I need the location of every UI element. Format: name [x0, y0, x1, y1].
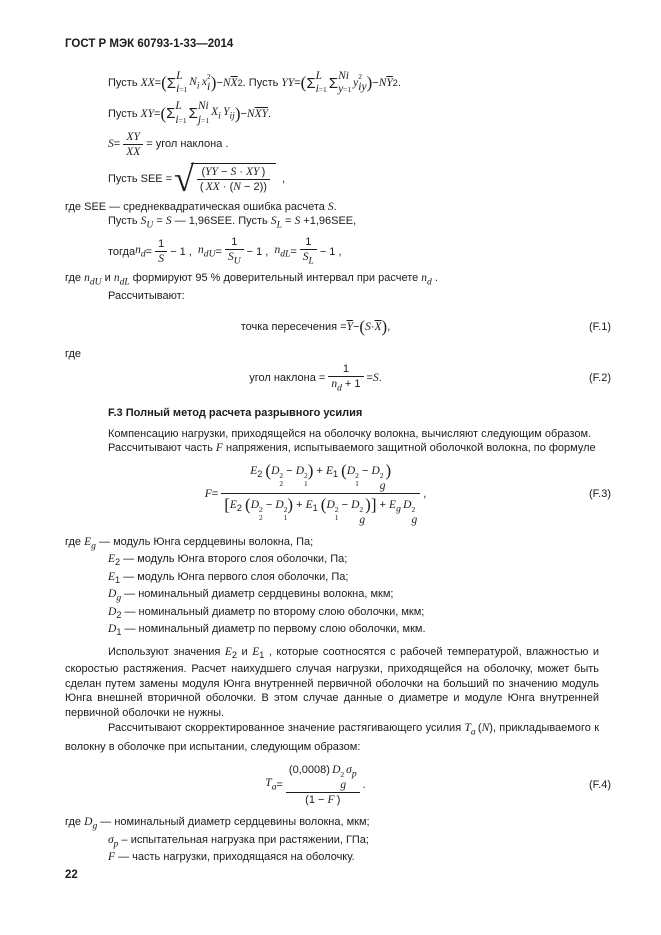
equation-f4	[65, 764, 611, 806]
deflist-f4-item: где $D_g$ — номинальный диаметр сердцевины волокна, мкм;	[65, 816, 370, 832]
para-calc-f: Рассчитывают часть F напряжения, испытываемого защитной оболочкой волокна, по формуле	[108, 442, 596, 455]
spacer	[0, 806, 661, 816]
text-where: где	[65, 347, 82, 360]
section-heading-f3: F.3 Полный метод расчета разрывного усилия	[108, 407, 363, 420]
para-use-values: Используют значения $E_2$ и $E_1$ , которые соотносятся с рабочей температурой, влажностью и скоростью растяжения. Расчет наихудшего случая нагрузки, приходящейся на оболочку, может быть сделан путем замены модуля Юнга внутренней первичной оболочки на больший по значению модуль Юнга внешней вторичной оболочки. В этом случае данные о диаметре и модуле Юнга внутренней первичной оболочки не нужны.	[65, 645, 599, 720]
page-number: 22	[65, 869, 78, 881]
text-let-su-sl: Пусть $S_U = S$ — 1,96SEE. Пусть $S_L = S +1,96SEE$,	[108, 215, 357, 231]
equation-f1-label: (F.1)	[589, 320, 611, 333]
formula-see-def: Пусть SEE = √ $\frac{(YY - S \cdot XY )}{( XX \cdot (N - 2))}$ ,	[108, 158, 286, 199]
document-header: ГОСТ Р МЭК 60793-1-33—2014	[65, 38, 234, 50]
para-corrected: Рассчитывают скорректированное значение растягивающего усилия $T_a$ (N), прикладываемого к волокну в оболочке при испытании, следующим образом:	[65, 721, 600, 753]
deflist-f3-item: $E_1$ — модуль Юнга первого слоя оболочки, Па;	[108, 570, 349, 586]
deflist-f4-item: $\sigma_p$ – испытательная нагрузка при растяжении, ГПа;	[108, 833, 369, 849]
document-body	[0, 66, 661, 865]
spacer	[0, 303, 661, 317]
spacer	[0, 754, 661, 764]
deflist-f3-item: где $E_g$ — модуль Юнга сердцевины волокна, Па;	[65, 535, 314, 552]
deflist-f3-item: $D_g$ — номинальный диаметр сердцевины волокна, мкм;	[108, 588, 394, 604]
text-where-see: где SEE — среднеквадратическая ошибка расчета S.	[65, 201, 337, 214]
formula-then-nd: тогда $n_d$ = 1 S − 1 , $n_{dU}$ = 1 $S_U$ − 1 , $n_{dL}$ = 1 $S_L$ − 1 ,	[108, 236, 342, 267]
equation-f1-body: точка пересечения = $\overline{Y}$ − ( S · $\overline{X}$ ) ,	[240, 316, 391, 336]
spacer	[0, 393, 661, 407]
equation-f2-body: угол наклона = 1 $n_d + 1$ = S .	[249, 362, 382, 394]
equation-f3-label: (F.3)	[589, 487, 611, 500]
deflist-f3-item: $D_1$ — номинальный диаметр по первому слою оболочки, мкм.	[108, 623, 426, 638]
spacer	[0, 337, 661, 347]
formula-let-xy: Пусть XY = ( Σ L i=1 Σ Ni j=1 $X_i$ $Y_{ij}$ ) − $N\overline{XY}$ .	[108, 100, 272, 126]
spacer	[0, 419, 661, 427]
equation-f3	[65, 461, 611, 526]
equation-f1	[65, 317, 611, 337]
deflist-f3-item: $E_2$ — модуль Юнга второго слоя оболочки, Па;	[108, 553, 348, 568]
deflist-f3-item: $D_2$ — номинальный диаметр по второму слою оболочки, мкм;	[108, 605, 425, 620]
equation-f4-label: (F.4)	[589, 779, 611, 792]
deflist-f4-item: F — часть нагрузки, приходящаяся на оболочку.	[108, 851, 355, 864]
spacer	[0, 526, 661, 536]
formula-let-xx-yy: Пусть XX = ( Σ L i=1 $N_i$ x 2 i ) − $N\overline{X}$ 2 . Пусть YY = ( Σ L i=1 Σ Ni y=1 y 2 iy ) − $N\overline{Y}$ 2 .	[108, 70, 401, 96]
equation-f4-body: $T_a$ = (0,0008) D 2 g $\sigma_p$ (1 − F ) .	[265, 764, 366, 807]
equation-f3-body: F = $E_2$ (D 2 2 − D 2 1 ) + $E_1$ (D 2 1 − D 2 g ) [$E_2$ (D 2 2 − D 2 1 ) + $E_1$ (D 2 1 − D 2 g )] + $E_g$ D 2 g ,	[204, 461, 427, 526]
equation-f2-label: (F.2)	[589, 372, 611, 385]
para-compensation: Компенсацию нагрузки, приходящейся на оболочку волокна, вычисляют следующим образом.	[108, 428, 592, 441]
text-calculate: Рассчитывают:	[108, 289, 185, 302]
text-where-nd: где $n_{dU}$ и $n_{dL}$ формируют 95 % доверительный интервал при расчете $n_d$ .	[65, 271, 438, 287]
equation-f2	[65, 363, 611, 393]
formula-slope-def: S = XY XX = угол наклона .	[108, 130, 229, 158]
